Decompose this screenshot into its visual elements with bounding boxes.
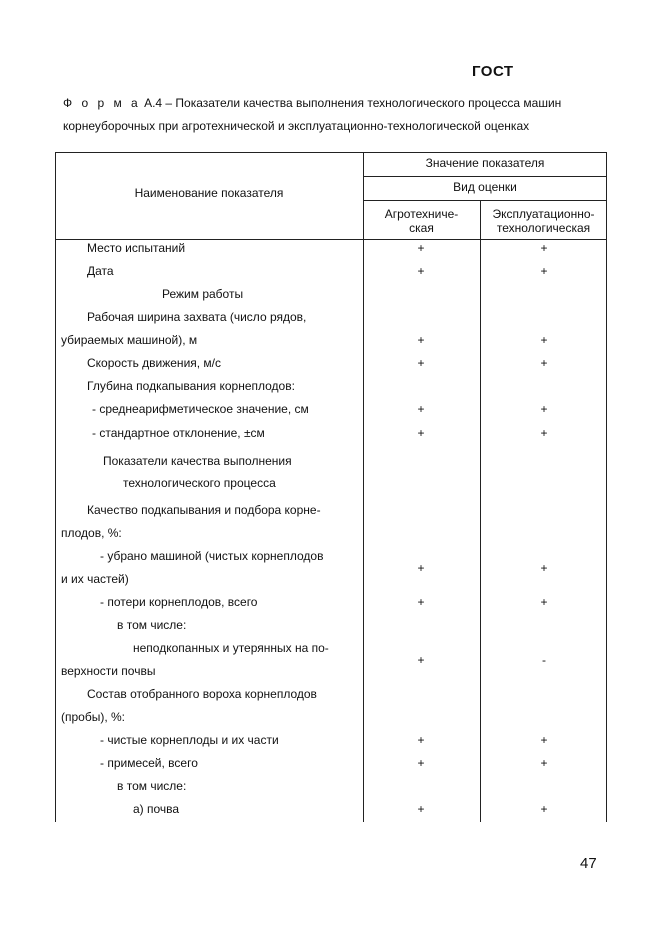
row-label: в том числе:	[117, 618, 187, 632]
expl-header-line-2: технологическая	[496, 221, 591, 235]
agro-mark: +	[417, 653, 425, 667]
row-label: верхности почвы	[61, 664, 156, 678]
row-label: Дата	[87, 264, 114, 278]
row-label: - примесей, всего	[100, 756, 198, 770]
agro-mark: +	[417, 595, 425, 609]
caption-line-1-text: А.4 – Показатели качества выполнения технологического процесса машин	[140, 96, 562, 110]
row-label: - чистые корнеплоды и их части	[100, 733, 279, 747]
table-left-border	[55, 152, 56, 822]
col-divider-2	[480, 200, 481, 822]
expl-header-line-1: Эксплуатационно-	[492, 207, 595, 221]
gost-header: ГОСТ	[472, 63, 514, 80]
row-label: Качество подкапывания и подбора корне-	[87, 503, 321, 517]
expl-mark: +	[540, 561, 548, 575]
agro-mark: +	[417, 426, 425, 440]
row-label: Состав отобранного вороха корнеплодов	[87, 687, 317, 701]
row-label: плодов, %:	[61, 526, 122, 540]
table-right-border	[606, 152, 607, 822]
row-label: технологического процесса	[123, 476, 276, 490]
row-label: Показатели качества выполнения	[103, 454, 292, 468]
agro-mark: +	[417, 333, 425, 347]
table-caption	[63, 92, 608, 138]
row-label: - потери корнеплодов, всего	[100, 595, 258, 609]
expl-mark: +	[540, 595, 548, 609]
expl-mark: +	[540, 356, 548, 370]
agro-mark: +	[417, 241, 425, 255]
row-label: Скорость движения, м/с	[87, 356, 222, 370]
caption-line-2: корнеуборочных при агротехнической и эксплуатационно-технологической оценках	[63, 119, 530, 133]
expl-header	[480, 207, 607, 235]
row-label: - убрано машиной (чистых корнеплодов	[100, 549, 324, 563]
row-label: неподкопанных и утерянных на по-	[133, 641, 329, 655]
table-top-border	[55, 152, 607, 153]
page-number: 47	[580, 855, 597, 872]
row-label: а) почва	[133, 802, 180, 816]
row-label: - среднеарифметическое значение, см	[92, 402, 309, 416]
indicators-table	[55, 152, 607, 822]
col-name-header: Наименование показателя	[134, 186, 284, 200]
agro-mark: +	[417, 264, 425, 278]
row-label: убираемых машиной), м	[61, 333, 198, 347]
caption-forma: Ф о р м а	[63, 96, 141, 110]
value-header: Значение показателя	[425, 156, 545, 170]
expl-mark: +	[540, 733, 548, 747]
header-line-2	[363, 200, 607, 201]
agro-mark: +	[417, 733, 425, 747]
agro-mark: +	[417, 356, 425, 370]
agro-header-line-2: ская	[409, 221, 434, 235]
agro-mark: +	[417, 756, 425, 770]
expl-mark: +	[540, 402, 548, 416]
expl-mark: -	[542, 653, 546, 667]
eval-header: Вид оценки	[453, 180, 517, 194]
expl-mark: +	[540, 333, 548, 347]
expl-mark: +	[540, 802, 548, 816]
expl-mark: +	[540, 241, 548, 255]
row-label: - стандартное отклонение, ±см	[92, 426, 265, 440]
agro-mark: +	[417, 402, 425, 416]
header-line-1	[363, 176, 607, 177]
caption-line-1	[63, 92, 608, 115]
row-label: Место испытаний	[87, 241, 186, 255]
agro-mark: +	[417, 561, 425, 575]
row-label: Режим работы	[162, 287, 244, 301]
expl-mark: +	[540, 756, 548, 770]
row-label: в том числе:	[117, 779, 187, 793]
agro-header-line-1: Агротехниче-	[384, 207, 459, 221]
expl-mark: +	[540, 426, 548, 440]
row-label: и их частей)	[61, 572, 129, 586]
row-label: (пробы), %:	[61, 710, 126, 724]
row-label: Глубина подкапывания корнеплодов:	[87, 379, 295, 393]
expl-mark: +	[540, 264, 548, 278]
row-label: Рабочая ширина захвата (число рядов,	[87, 310, 307, 324]
agro-header	[363, 207, 480, 235]
agro-mark: +	[417, 802, 425, 816]
